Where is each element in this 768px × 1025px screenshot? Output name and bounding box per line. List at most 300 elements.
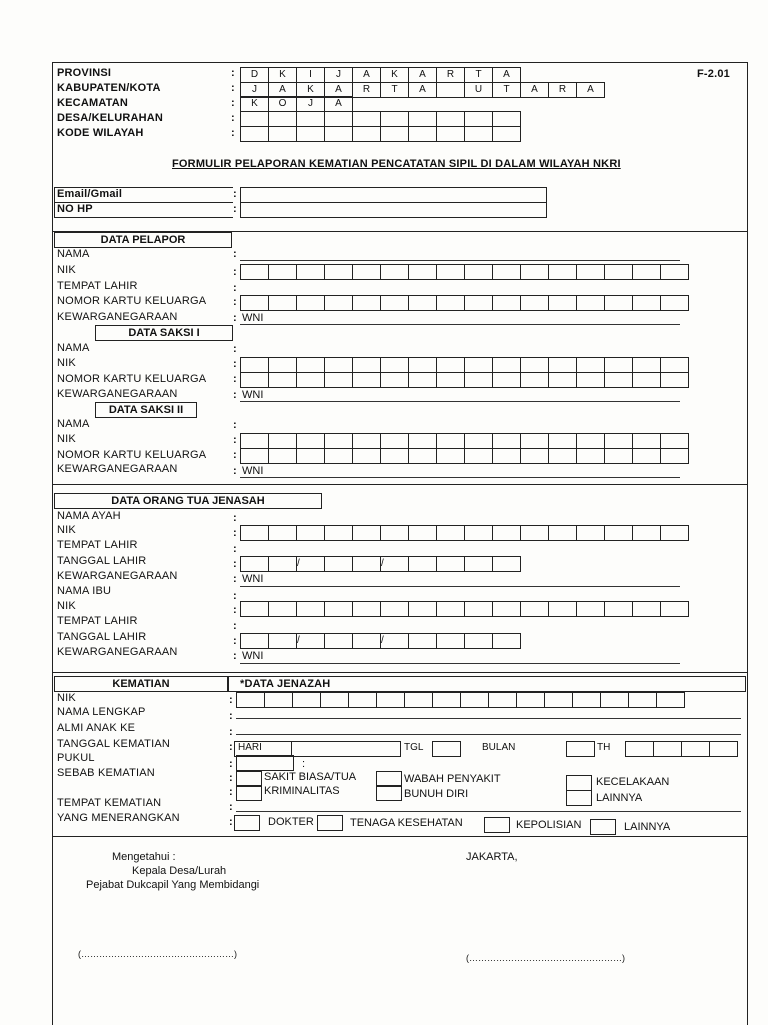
pejabat-text: Pejabat Dukcapil Yang Membidangi [86, 879, 260, 891]
char-box[interactable] [465, 296, 493, 310]
char-box[interactable]: O [269, 97, 297, 111]
cb-dokter[interactable] [234, 815, 260, 831]
char-box[interactable] [325, 373, 353, 387]
char-box[interactable] [297, 265, 325, 279]
saksi2-nama-label: NAMA [57, 418, 90, 430]
char-box[interactable] [437, 127, 465, 141]
pelapor-kk-label: NOMOR KARTU KELUARGA [57, 295, 207, 307]
char-box[interactable] [549, 602, 577, 616]
tempat-kematian-label: TEMPAT KEMATIAN [57, 797, 162, 809]
char-box[interactable] [437, 526, 465, 540]
pelapor-heading: DATA PELAPOR [54, 232, 232, 248]
char-box[interactable] [493, 112, 520, 126]
char-box[interactable] [573, 693, 601, 707]
char-box[interactable] [517, 693, 545, 707]
char-box[interactable]: J [325, 68, 353, 82]
char-box[interactable] [325, 434, 353, 448]
char-box[interactable] [325, 526, 353, 540]
char-box[interactable] [325, 127, 353, 141]
saksi1-nik-boxes[interactable] [240, 357, 689, 373]
ayah-nik-boxes[interactable] [240, 525, 689, 541]
cb-tenaga[interactable] [317, 815, 343, 831]
ibu-tgl-boxes[interactable] [240, 633, 521, 649]
char-box[interactable] [493, 634, 520, 648]
ayah-wni: WNI [242, 573, 264, 585]
char-box[interactable] [325, 358, 353, 372]
char-box[interactable] [549, 434, 577, 448]
char-box[interactable] [437, 83, 465, 97]
char-box[interactable] [353, 602, 381, 616]
char-box[interactable] [321, 693, 349, 707]
char-box[interactable] [465, 449, 493, 463]
char-box[interactable] [353, 296, 381, 310]
char-box[interactable] [657, 693, 684, 707]
char-box[interactable] [377, 693, 405, 707]
jenazah-nama-field[interactable] [236, 718, 741, 719]
char-box[interactable] [269, 127, 297, 141]
char-box[interactable]: / [381, 634, 409, 648]
ibu-tempat-label: TEMPAT LAHIR [57, 615, 138, 627]
saksi2-heading: DATA SAKSI II [95, 402, 197, 418]
char-box[interactable] [297, 127, 325, 141]
char-box[interactable] [549, 449, 577, 463]
char-box[interactable] [241, 526, 269, 540]
provinsi-label: PROVINSI [57, 67, 112, 79]
char-box[interactable]: A [503, 69, 510, 80]
tgl-boxes[interactable] [432, 741, 461, 757]
char-box[interactable] [409, 434, 437, 448]
char-box[interactable] [493, 434, 521, 448]
char-box[interactable] [353, 265, 381, 279]
sebab-label: SEBAB KEMATIAN [57, 767, 155, 779]
char-box[interactable] [465, 127, 493, 141]
char-box[interactable] [661, 358, 688, 372]
char-box[interactable] [269, 557, 297, 571]
tgl-label: TGL [404, 742, 424, 753]
char-box[interactable] [353, 634, 381, 648]
char-box[interactable] [521, 358, 549, 372]
char-box[interactable] [297, 112, 325, 126]
bulan-boxes[interactable] [566, 741, 595, 757]
email-field[interactable] [240, 187, 547, 203]
opt-sakit: SAKIT BIASA/TUA [264, 771, 357, 783]
char-box[interactable] [633, 358, 661, 372]
email-label: Email/Gmail [57, 188, 123, 200]
char-box[interactable] [381, 296, 409, 310]
ibu-kwn-label: KEWARGANEGARAAN [57, 646, 178, 658]
char-box[interactable] [577, 526, 605, 540]
char-box[interactable] [465, 634, 493, 648]
char-box[interactable]: A [353, 68, 381, 82]
char-box[interactable]: K [269, 68, 297, 82]
char-box[interactable] [381, 449, 409, 463]
pelapor-kwn-label: KEWARGANEGARAAN [57, 311, 178, 323]
hp-field[interactable] [240, 202, 547, 218]
kecamatan-boxes[interactable] [240, 96, 353, 112]
char-box[interactable] [241, 434, 269, 448]
char-box[interactable] [405, 693, 433, 707]
ibu-nik-boxes[interactable] [240, 601, 689, 617]
char-box[interactable] [325, 634, 353, 648]
desa-boxes[interactable] [240, 111, 521, 127]
char-box[interactable] [381, 127, 409, 141]
char-box[interactable]: J [297, 97, 325, 111]
char-box[interactable] [269, 526, 297, 540]
char-box[interactable] [297, 296, 325, 310]
char-box[interactable]: K [381, 68, 409, 82]
char-box[interactable] [353, 373, 381, 387]
char-box[interactable] [661, 265, 688, 279]
opt-tenaga: TENAGA KESEHATAN [350, 817, 463, 829]
char-box[interactable] [661, 526, 688, 540]
char-box[interactable] [493, 358, 521, 372]
ayah-kwn-label: KEWARGANEGARAAN [57, 570, 178, 582]
char-box[interactable]: / [297, 634, 325, 648]
char-box[interactable] [465, 358, 493, 372]
char-box[interactable]: J [241, 83, 269, 97]
char-box[interactable]: D [241, 68, 269, 82]
kota-text: JAKARTA, [466, 851, 518, 863]
char-box[interactable] [633, 373, 661, 387]
char-box[interactable] [437, 602, 465, 616]
char-box[interactable] [437, 296, 465, 310]
char-box[interactable] [633, 602, 661, 616]
char-box[interactable] [633, 434, 661, 448]
form-code: F-2.01 [697, 68, 730, 80]
char-box[interactable] [297, 602, 325, 616]
char-box[interactable] [353, 112, 381, 126]
char-box[interactable]: / [297, 557, 325, 571]
char-box[interactable] [577, 449, 605, 463]
char-box[interactable] [633, 296, 661, 310]
char-box[interactable] [409, 265, 437, 279]
char-box[interactable] [633, 526, 661, 540]
char-box[interactable] [241, 127, 269, 141]
char-box[interactable] [577, 434, 605, 448]
char-box[interactable] [269, 602, 297, 616]
char-box[interactable] [633, 449, 661, 463]
pelapor-wni: WNI [242, 312, 264, 324]
char-box[interactable] [661, 434, 688, 448]
char-box[interactable] [549, 296, 577, 310]
provinsi-boxes[interactable] [240, 67, 521, 83]
char-box[interactable] [241, 634, 269, 648]
char-box[interactable] [325, 557, 353, 571]
ibu-nama-label: NAMA IBU [57, 585, 112, 597]
char-box[interactable] [577, 265, 605, 279]
char-box[interactable] [269, 449, 297, 463]
char-box[interactable] [297, 526, 325, 540]
char-box[interactable] [325, 449, 353, 463]
kode-wilayah-boxes[interactable] [240, 126, 521, 142]
char-box[interactable] [353, 358, 381, 372]
opt-bunuh: BUNUH DIRI [404, 788, 469, 800]
opt-lain: LAINNYA [624, 821, 671, 833]
char-box[interactable] [493, 296, 521, 310]
pukul-label: PUKUL [57, 752, 95, 764]
char-box[interactable] [381, 602, 409, 616]
char-box[interactable]: A [409, 68, 437, 82]
char-box[interactable]: A [335, 98, 342, 109]
saksi1-kwn-label: KEWARGANEGARAAN [57, 388, 178, 400]
char-box[interactable] [605, 526, 633, 540]
char-box[interactable] [409, 112, 437, 126]
char-box[interactable] [605, 373, 633, 387]
char-box[interactable] [241, 358, 269, 372]
char-box[interactable] [521, 434, 549, 448]
char-box[interactable] [241, 112, 269, 126]
char-box[interactable] [269, 634, 297, 648]
pelapor-tempat-label: TEMPAT LAHIR [57, 280, 138, 292]
saksi2-nik-boxes[interactable] [240, 433, 689, 449]
char-box[interactable] [577, 358, 605, 372]
char-box[interactable] [353, 434, 381, 448]
cb-bunuh[interactable] [376, 785, 402, 801]
char-box[interactable] [241, 373, 269, 387]
saksi2-kk-boxes[interactable] [240, 448, 689, 464]
pelapor-nik-label: NIK [57, 264, 76, 276]
char-box[interactable] [269, 373, 297, 387]
saksi2-kwn-label: KEWARGANEGARAAN [57, 463, 178, 475]
char-box[interactable] [325, 296, 353, 310]
char-box[interactable] [489, 693, 517, 707]
pelapor-kk-boxes[interactable] [240, 295, 689, 311]
kematian-heading: KEMATIAN [54, 676, 228, 692]
char-box[interactable] [381, 434, 409, 448]
char-box[interactable] [409, 526, 437, 540]
char-box[interactable] [349, 693, 377, 707]
char-box[interactable] [493, 557, 520, 571]
char-box[interactable] [381, 112, 409, 126]
char-box[interactable] [465, 112, 493, 126]
th-label: TH [597, 742, 611, 753]
char-box[interactable] [654, 742, 682, 756]
char-box[interactable] [433, 693, 461, 707]
char-box[interactable] [269, 112, 297, 126]
cb-polisi[interactable] [484, 817, 510, 833]
char-box[interactable] [521, 265, 549, 279]
char-box[interactable] [237, 693, 265, 707]
saksi2-nik-label: NIK [57, 433, 76, 445]
char-box[interactable] [269, 265, 297, 279]
char-box[interactable] [661, 449, 688, 463]
char-box[interactable] [493, 602, 521, 616]
char-box[interactable] [521, 449, 549, 463]
char-box[interactable] [521, 296, 549, 310]
char-box[interactable] [437, 434, 465, 448]
char-box[interactable] [605, 265, 633, 279]
char-box[interactable] [409, 634, 437, 648]
char-box[interactable] [549, 265, 577, 279]
pelapor-nama-label: NAMA [57, 248, 90, 260]
opt-wabah: WABAH PENYAKIT [404, 773, 501, 785]
desa-label: DESA/KELURAHAN [57, 112, 164, 124]
char-box[interactable] [521, 373, 549, 387]
th-boxes[interactable] [625, 741, 738, 757]
char-box[interactable] [293, 693, 321, 707]
char-box[interactable] [409, 358, 437, 372]
char-box[interactable] [661, 373, 688, 387]
char-box[interactable] [353, 127, 381, 141]
char-box[interactable] [353, 557, 381, 571]
char-box[interactable]: I [297, 68, 325, 82]
char-box[interactable] [297, 434, 325, 448]
char-box[interactable] [493, 526, 521, 540]
char-box[interactable] [605, 602, 633, 616]
char-box[interactable] [633, 265, 661, 279]
char-box[interactable] [605, 449, 633, 463]
char-box[interactable] [325, 112, 353, 126]
pukul-box[interactable] [236, 755, 294, 771]
char-box[interactable]: T [465, 68, 493, 82]
char-box[interactable] [437, 449, 465, 463]
jenazah-nik-boxes[interactable] [236, 692, 685, 708]
cb-kriminal[interactable] [236, 785, 262, 801]
pelapor-nik-boxes[interactable] [240, 264, 689, 280]
char-box[interactable]: T [493, 83, 521, 97]
ayah-tgl-boxes[interactable] [240, 556, 521, 572]
char-box[interactable] [493, 265, 521, 279]
char-box[interactable]: K [297, 83, 325, 97]
char-box[interactable] [297, 449, 325, 463]
char-box[interactable] [521, 602, 549, 616]
char-box[interactable] [437, 265, 465, 279]
char-box[interactable] [605, 296, 633, 310]
char-box[interactable] [549, 358, 577, 372]
char-box[interactable] [381, 526, 409, 540]
char-box[interactable] [545, 693, 573, 707]
char-box[interactable] [577, 602, 605, 616]
char-box[interactable] [381, 265, 409, 279]
kabupaten-label: KABUPATEN/KOTA [57, 82, 161, 94]
char-box[interactable] [241, 265, 269, 279]
saksi2-kk-label: NOMOR KARTU KELUARGA [57, 449, 207, 461]
saksi1-wni: WNI [242, 389, 264, 401]
tgl-kematian-label: TANGGAL KEMATIAN [57, 738, 171, 750]
cb-kecelakaan[interactable] [566, 775, 592, 791]
char-box[interactable] [465, 526, 493, 540]
char-box[interactable] [437, 373, 465, 387]
char-box[interactable] [241, 602, 269, 616]
char-box[interactable] [437, 358, 465, 372]
char-box[interactable] [409, 127, 437, 141]
char-box[interactable] [353, 526, 381, 540]
cb-lain[interactable] [590, 819, 616, 835]
char-box[interactable] [661, 602, 688, 616]
char-box[interactable] [241, 296, 269, 310]
form-title: FORMULIR PELAPORAN KEMATIAN PENCATATAN SIPIL DI DALAM WILAYAH NKRI [172, 158, 621, 170]
char-box[interactable] [409, 449, 437, 463]
char-box[interactable]: / [381, 557, 409, 571]
char-box[interactable]: R [353, 83, 381, 97]
tempat-kematian-field[interactable] [236, 811, 741, 812]
char-box[interactable]: A [587, 84, 594, 95]
char-box[interactable] [297, 358, 325, 372]
char-box[interactable] [682, 742, 710, 756]
char-box[interactable]: A [521, 83, 549, 97]
char-box[interactable] [437, 557, 465, 571]
char-box[interactable] [549, 373, 577, 387]
char-box[interactable]: R [549, 83, 577, 97]
saksi1-kk-label: NOMOR KARTU KELUARGA [57, 373, 207, 385]
char-box[interactable] [549, 526, 577, 540]
char-box[interactable]: K [241, 97, 269, 111]
char-box[interactable] [269, 358, 297, 372]
char-box[interactable] [493, 449, 521, 463]
char-box[interactable] [493, 373, 521, 387]
char-box[interactable] [661, 296, 688, 310]
char-box[interactable] [409, 373, 437, 387]
char-box[interactable] [409, 296, 437, 310]
char-box[interactable] [241, 449, 269, 463]
char-box[interactable] [269, 296, 297, 310]
ayah-nik-label: NIK [57, 524, 76, 536]
char-box[interactable]: A [409, 83, 437, 97]
char-box[interactable] [605, 434, 633, 448]
char-box[interactable] [325, 265, 353, 279]
jenazah-nama-label: NAMA LENGKAP [57, 706, 146, 718]
anak-ke-field[interactable] [236, 734, 741, 735]
char-box[interactable] [265, 693, 293, 707]
char-box[interactable] [437, 112, 465, 126]
char-box[interactable] [605, 358, 633, 372]
char-box[interactable] [381, 373, 409, 387]
char-box[interactable] [461, 693, 489, 707]
char-box[interactable]: T [381, 83, 409, 97]
char-box[interactable]: A [269, 83, 297, 97]
char-box[interactable] [381, 358, 409, 372]
kepala-desa-text: Kepala Desa/Lurah [132, 865, 227, 877]
char-box[interactable] [601, 693, 629, 707]
char-box[interactable] [297, 373, 325, 387]
signature-left[interactable]: (……………………………………………) [78, 949, 237, 959]
jenazah-subheading: *DATA JENAZAH [240, 678, 331, 690]
mengetahui-text: Mengetahui : [112, 851, 176, 863]
char-box[interactable] [325, 602, 353, 616]
signature-right[interactable]: (……………………………………………) [466, 953, 625, 963]
ayah-tgl-label: TANGGAL LAHIR [57, 555, 147, 567]
char-box[interactable]: A [325, 83, 353, 97]
char-box[interactable] [465, 265, 493, 279]
char-box[interactable] [629, 693, 657, 707]
char-box[interactable] [465, 373, 493, 387]
ibu-nik-label: NIK [57, 600, 76, 612]
char-box[interactable] [437, 634, 465, 648]
char-box[interactable] [577, 373, 605, 387]
char-box[interactable] [710, 742, 737, 756]
char-box[interactable] [465, 434, 493, 448]
ayah-tempat-label: TEMPAT LAHIR [57, 539, 138, 551]
char-box[interactable] [521, 526, 549, 540]
char-box[interactable] [241, 557, 269, 571]
char-box[interactable]: R [437, 68, 465, 82]
char-box[interactable]: U [465, 83, 493, 97]
ayah-nama-label: NAMA AYAH [57, 510, 121, 522]
char-box[interactable] [493, 127, 520, 141]
char-box[interactable] [409, 557, 437, 571]
char-box[interactable] [465, 602, 493, 616]
char-box[interactable] [626, 742, 654, 756]
char-box[interactable] [353, 449, 381, 463]
ibu-wni: WNI [242, 650, 264, 662]
char-box[interactable] [577, 296, 605, 310]
char-box[interactable] [409, 602, 437, 616]
char-box[interactable] [269, 434, 297, 448]
char-box[interactable] [465, 557, 493, 571]
saksi1-kk-boxes[interactable] [240, 372, 689, 388]
pelapor-nama-field[interactable] [240, 260, 680, 261]
cb-lainnya[interactable] [566, 790, 592, 806]
